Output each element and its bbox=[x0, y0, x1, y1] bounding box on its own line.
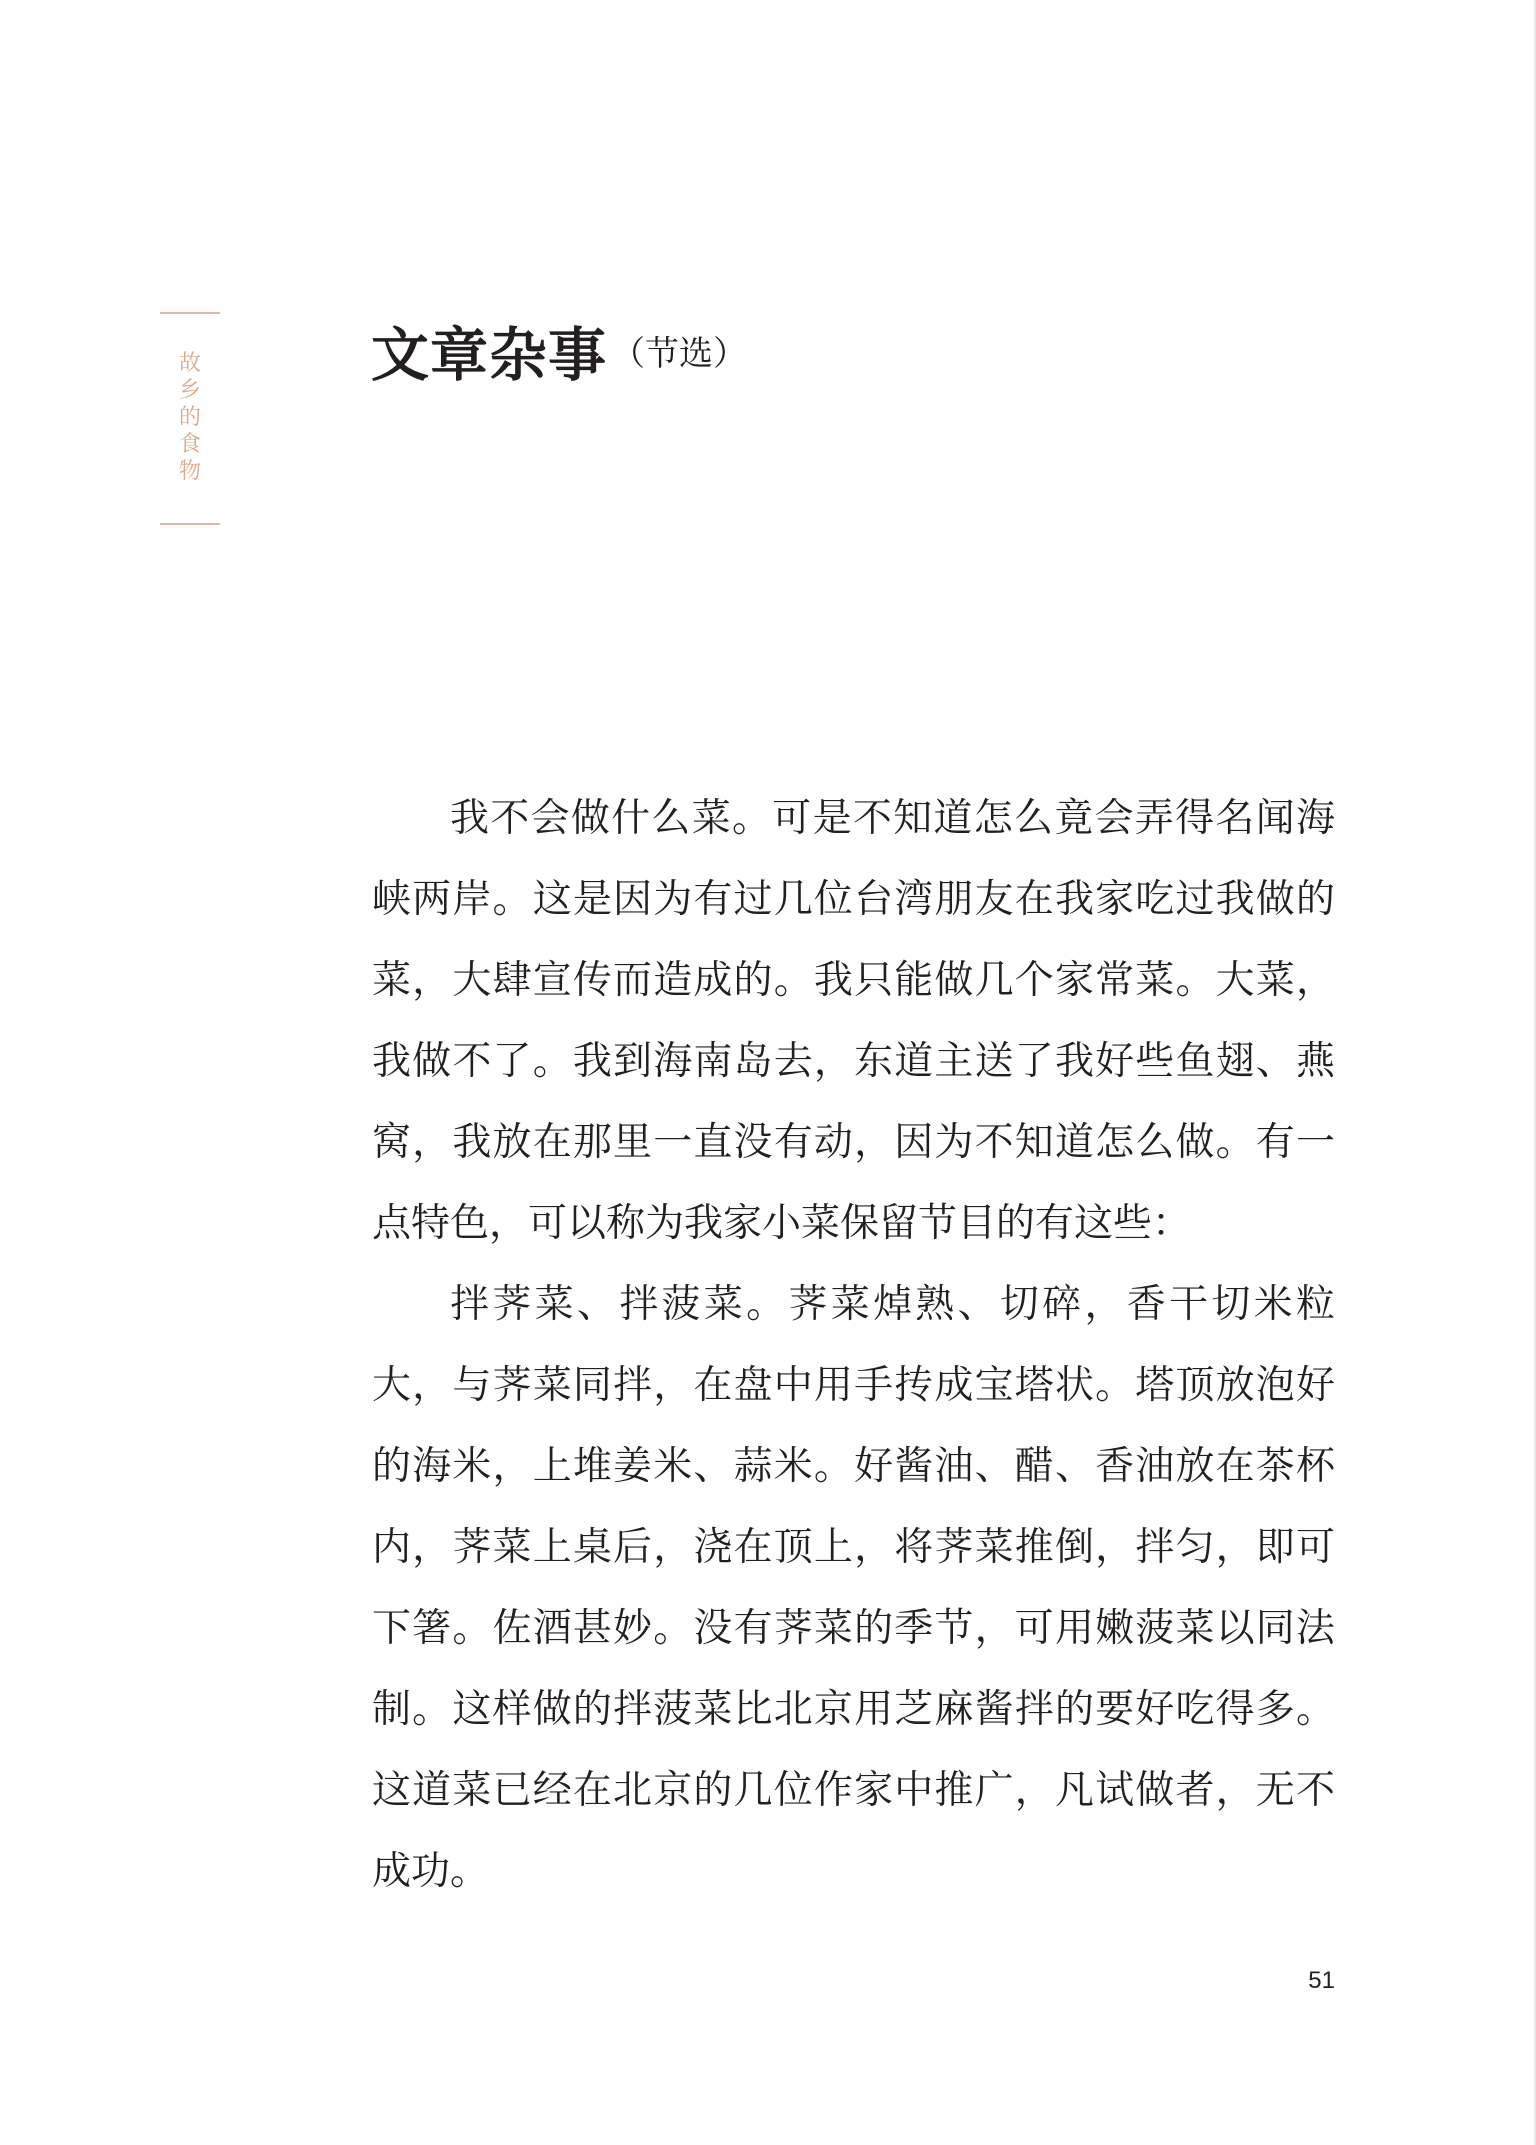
sidebar-bottom-rule bbox=[160, 523, 220, 525]
title-main: 文章杂事 bbox=[371, 321, 608, 389]
section-label-char: 乡 bbox=[178, 378, 201, 403]
title-subtitle: （节选） bbox=[611, 333, 748, 374]
page-number: 51 bbox=[1308, 1967, 1335, 1994]
section-label-char: 物 bbox=[178, 459, 201, 484]
paragraph: 拌荠菜、拌菠菜。荠菜焯熟、切碎，香干切米粒大，与荠菜同拌，在盘中用手抟成宝塔状。塔顶放泡好的海米，上堆姜米、蒜米。好酱油、醋、香油放在茶杯内，荠菜上桌后，浇在顶上，将荠菜推倒，拌匀，即可下箸。佐酒甚妙。没有荠菜的季节，可用嫩菠菜以同法制。这样做的拌菠菜比北京用芝麻酱拌的要好吃得多。这道菜已经在北京的几位作家中推广，凡试做者，无不成功。 bbox=[372, 1282, 1335, 1894]
section-sidebar bbox=[160, 312, 220, 525]
sidebar-top-rule bbox=[160, 312, 220, 314]
section-label-char: 食 bbox=[178, 432, 201, 457]
section-label-char: 故 bbox=[178, 351, 201, 376]
page-title bbox=[371, 308, 747, 392]
article-body bbox=[372, 778, 1335, 1912]
paragraph: 我不会做什么菜。可是不知道怎么竟会弄得名闻海峡两岸。这是因为有过几位台湾朋友在我家吃过我做的菜，大肆宣传而造成的。我只能做几个家常菜。大菜，我做不了。我到海南岛去，东道主送了我好些鱼翅、燕窝，我放在那里一直没有动，因为不知道怎么做。有一点特色，可以称为我家小菜保留节目的有这些： bbox=[372, 796, 1335, 1246]
section-label bbox=[160, 350, 220, 485]
section-label-char: 的 bbox=[178, 405, 201, 430]
